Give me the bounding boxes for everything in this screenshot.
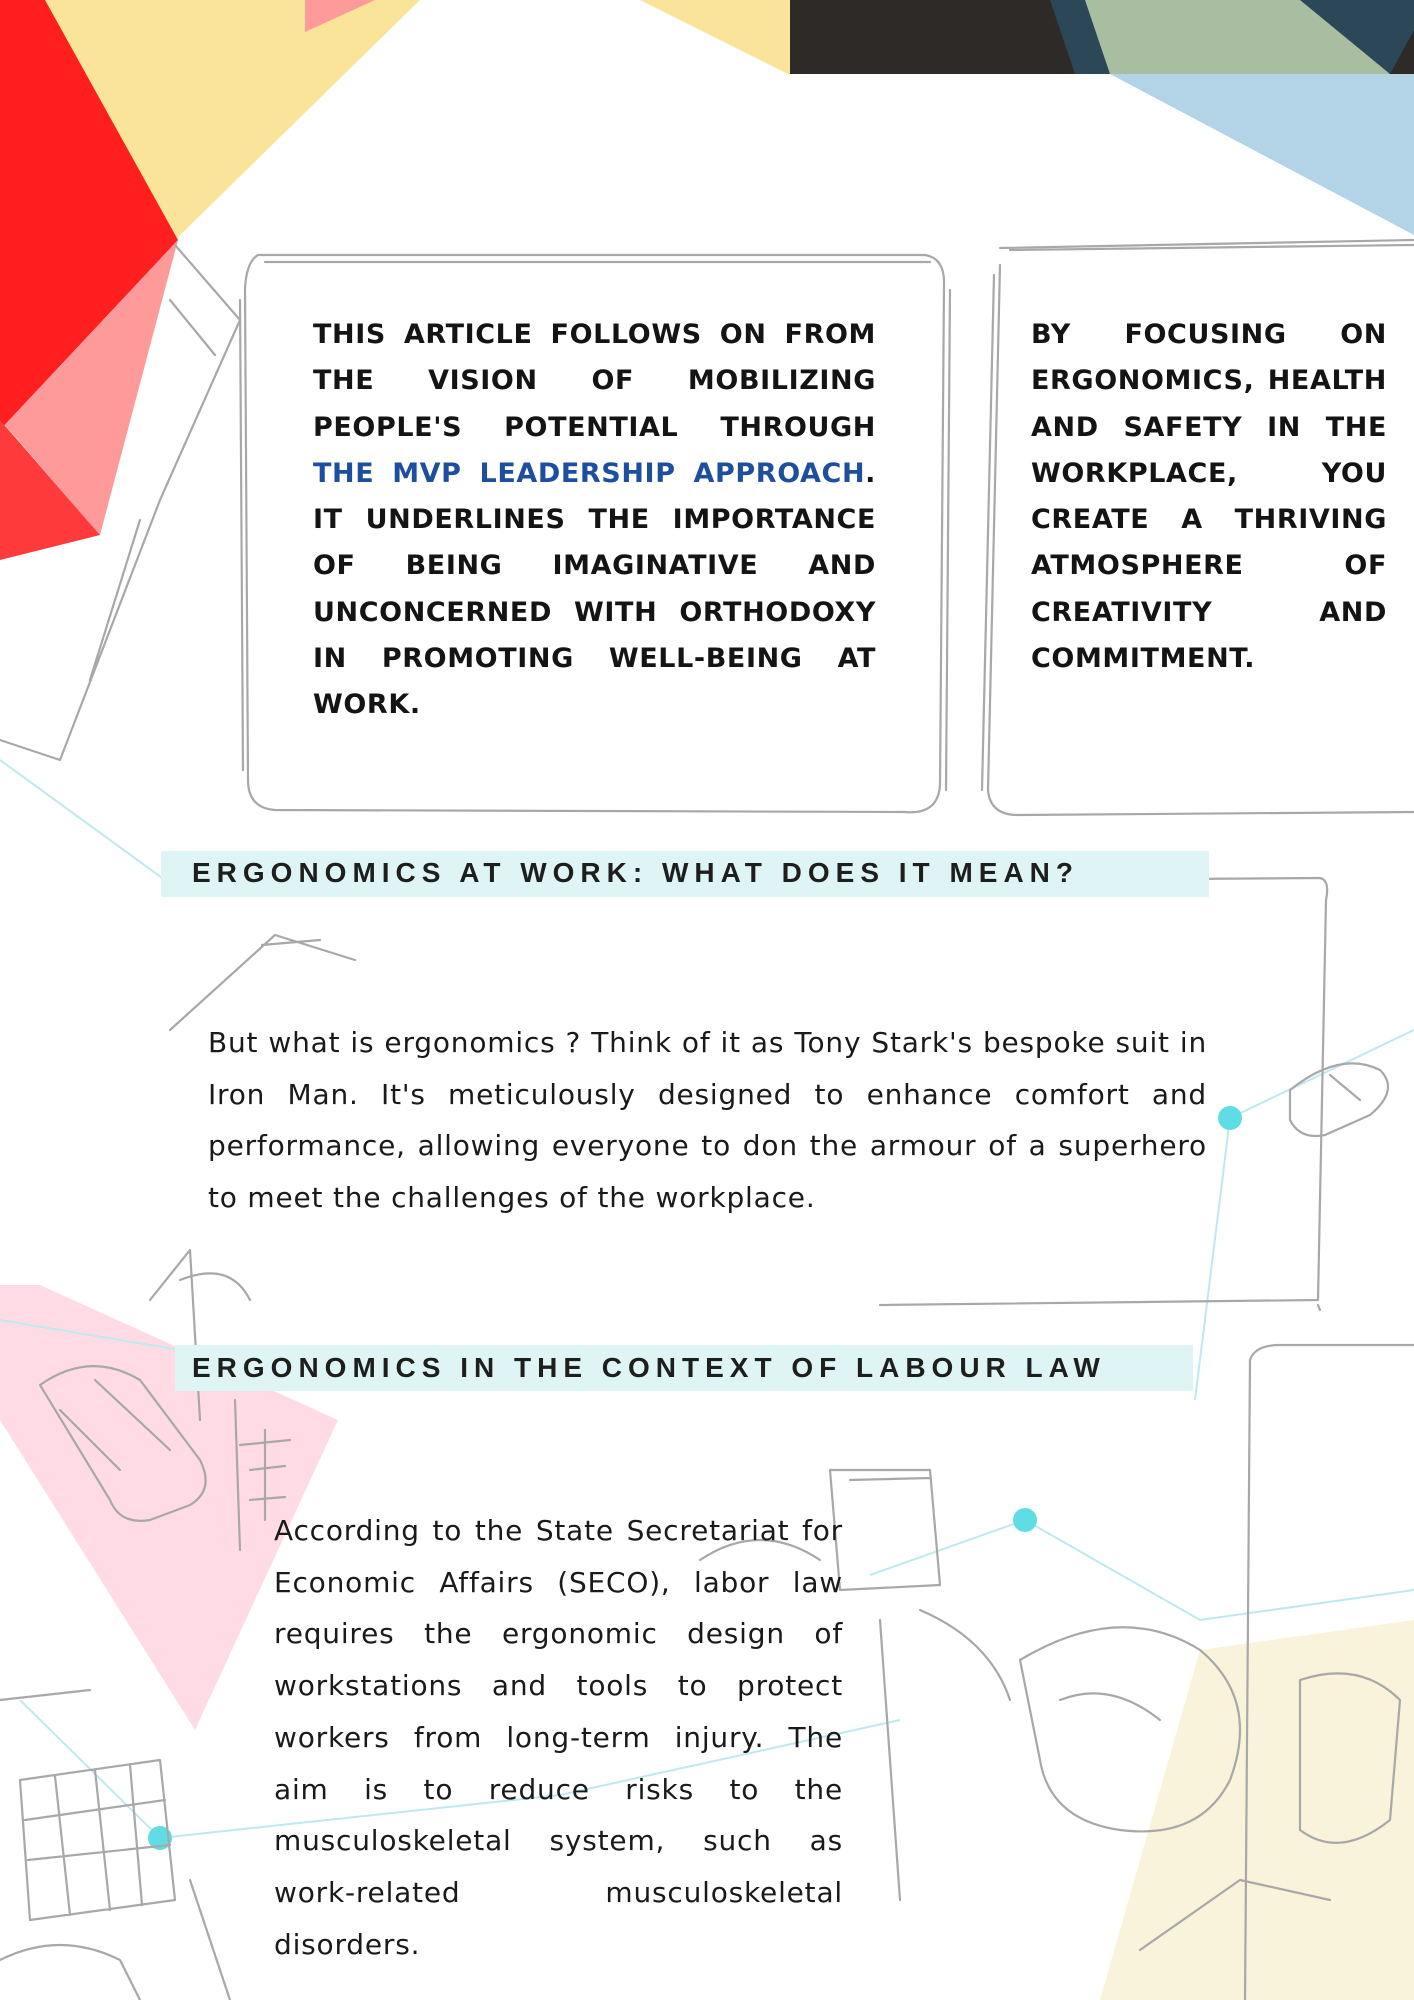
section-body-1: But what is ergonomics ? Think of it as Tony Stark's bespoke suit in Iron Man. It's meticulously designed to enhance comfort and performance, allowing everyone to don the armour of a superhero to meet the challenges of the workplace. xyxy=(208,1026,1207,1215)
mvp-leadership-link[interactable]: THE MVP LEADERSHIP APPROACH xyxy=(313,457,866,489)
section-heading-2: ERGONOMICS IN THE CONTEXT OF LABOUR LAW xyxy=(192,1352,1106,1383)
light-blue-triangle-top-right xyxy=(1110,74,1414,235)
cyan-line-1 xyxy=(0,760,165,880)
intro-left-after: . IT UNDERLINES THE IMPORTANCE OF BEING IMAGINATIVE AND UNCONCERNED WITH ORTHODOXY IN PROMOTING WELL-BEING AT WORK. xyxy=(313,457,876,721)
sketch-mid-lines xyxy=(170,935,355,1030)
yellow-triangle-top-center xyxy=(640,0,790,75)
section-heading-1: ERGONOMICS AT WORK: WHAT DOES IT MEAN? xyxy=(192,857,1079,888)
intro-left-text xyxy=(313,312,876,729)
cream-shape-lower-right xyxy=(1100,1620,1414,2000)
intro-box-right xyxy=(1031,312,1387,682)
intro-box-left xyxy=(313,312,876,729)
sketch-right-gadget xyxy=(1290,1063,1388,1136)
cyan-dot-1 xyxy=(1218,1106,1242,1130)
section-body-1-container xyxy=(208,1017,1207,1224)
intro-right-text: BY FOCUSING ON ERGONOMICS, HEALTH AND SAFETY IN THE WORKPLACE, YOU CREATE A THRIVING ATMOSPHERE OF CREATIVITY AND COMMITMENT. xyxy=(1031,319,1387,675)
cyan-line-5 xyxy=(870,1520,1025,1575)
section-body-2-container xyxy=(274,1505,843,1970)
section-body-2: According to the State Secretariat for Economic Affairs (SECO), labor law requires the ergonomic design of workstations and tools to protect workers from long-term injury. The aim is to reduce risks to the musculoskeletal system, such as work-related musculoskeletal disorders. xyxy=(274,1514,843,1961)
cyan-line-4 xyxy=(1025,1520,1414,1620)
cyan-dot-2 xyxy=(1013,1508,1037,1532)
sketch-lower-left-desk xyxy=(0,1690,230,2000)
intro-left-before: THIS ARTICLE FOLLOWS ON FROM THE VISION OF MOBILIZING PEOPLE'S POTENTIAL THROUGH xyxy=(313,319,876,443)
